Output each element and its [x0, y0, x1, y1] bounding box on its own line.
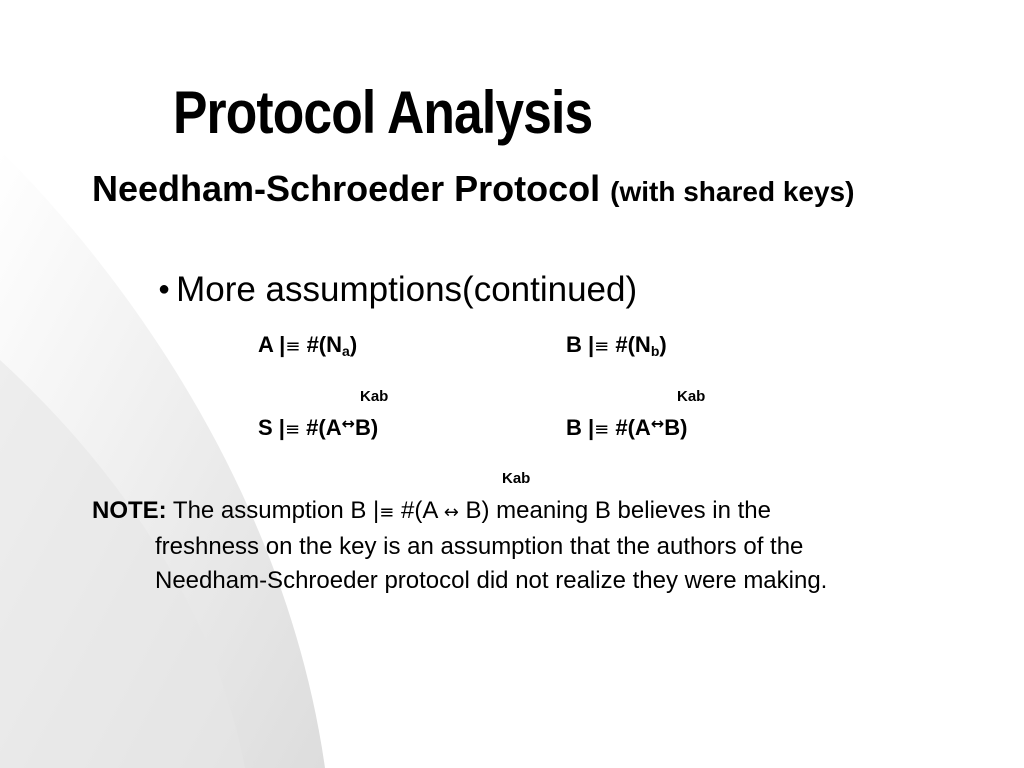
equiv-icon: ≡: [594, 336, 610, 357]
note-label: NOTE:: [92, 497, 167, 524]
key-label-right: Kab: [677, 388, 706, 405]
double-arrow-icon: ↔: [443, 502, 459, 523]
bullet-item: [158, 270, 637, 310]
note-key-label: Kab: [502, 470, 531, 487]
formula-b-believes-fresh-nb: B |≡ $\#(N_b)$: [566, 332, 667, 359]
note-paragraph: NOTE: The assumption B |≡ #(A ↔ B) meaning B believes in the freshness on the key is an assumption that the authors of the Needham-Schroeder protocol did not realize they were making.: [92, 494, 972, 598]
slide-subtitle: [92, 166, 962, 215]
note-line-3: Needham-Schroeder protocol did not realize they were making.: [155, 567, 828, 594]
equiv-icon: ≡: [284, 419, 301, 440]
formula-s-believes-fresh-key: S |≡ #(A↔B): [258, 414, 379, 440]
double-arrow-icon: ↔: [650, 414, 665, 433]
formula-a-believes-fresh-na: A |≡ $\#(N_a)$: [258, 332, 358, 359]
equiv-icon: ≡: [285, 336, 301, 357]
subtitle-main: Needham-Schroeder Protocol: [92, 168, 601, 209]
slide-title: Protocol Analysis: [173, 79, 593, 146]
note-line-2: freshness on the key is an assumption that the authors of the: [155, 533, 804, 560]
key-label-left: Kab: [360, 388, 389, 405]
equiv-icon: ≡: [594, 419, 610, 440]
bullet-text: More assumptions(continued): [176, 270, 638, 309]
double-arrow-icon: ↔: [341, 414, 356, 433]
subtitle-paren: (with shared keys): [610, 176, 855, 207]
formula-b-believes-fresh-key: B |≡ #(A↔B): [566, 414, 688, 440]
equiv-icon: ≡: [379, 502, 395, 523]
bullet-dot-icon: ●: [158, 278, 171, 300]
